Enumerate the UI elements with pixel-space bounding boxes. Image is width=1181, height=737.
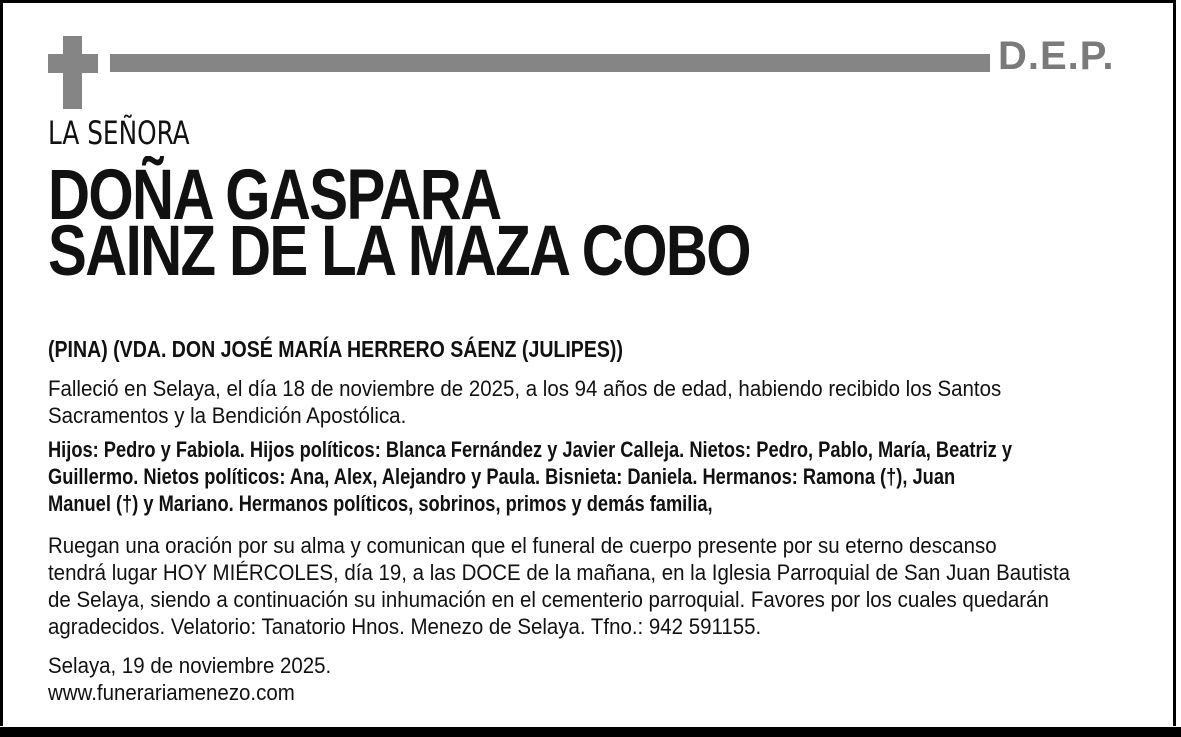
bottom-border	[0, 727, 1181, 737]
footer	[48, 652, 353, 706]
text-line: Sacramentos y la Bendición Apostólica.	[48, 403, 407, 428]
text-line: Manuel (†) y Mariano. Hermanos políticos, sobrinos, primos y demás familia,	[48, 491, 713, 516]
funeral-paragraph	[48, 532, 1147, 640]
name-text: DOÑA GASPARA	[48, 156, 501, 235]
text-line: de Selaya, siendo a continuación su inhumación en el cementerio parroquial. Favores por los cuales quedarán	[48, 587, 1049, 612]
text-line: Guillermo. Nietos políticos: Ana, Alex, Alejandro y Paula. Bisnieta: Daniela. Hermanos: Ramona (†), Juan	[48, 464, 956, 489]
dep-label: D.E.P.	[998, 34, 1115, 78]
text-line: Ruegan una oración por su alma y comunican que el funeral de cuerpo presente por su eterno descanso	[48, 533, 997, 558]
family-paragraph	[48, 436, 1181, 517]
text-line: tendrá lugar HOY MIÉRCOLES, día 19, a las DOCE de la mañana, en la Iglesia Parroquial de San Juan Bautista	[48, 560, 1071, 585]
header-rule	[110, 54, 990, 72]
name-line-2	[48, 212, 904, 291]
website-link[interactable]: www.funerariamenezo.com	[48, 680, 295, 705]
place-date: Selaya, 19 de noviembre 2025.	[48, 653, 332, 678]
text-line: agradecidos. Velatorio: Tanatorio Hnos. Menezo de Selaya. Tfno.: 942 591155.	[48, 614, 762, 639]
subtitle	[48, 336, 724, 363]
subtitle-text: (PINA) (VDA. DON JOSÉ MARÍA HERRERO SÁENZ (JULIPES))	[48, 336, 623, 362]
intro-text: LA SEÑORA	[48, 114, 190, 152]
name-text: SAINZ DE LA MAZA COBO	[48, 212, 750, 291]
death-notice-paragraph	[48, 375, 1073, 429]
cross-horizontal	[48, 54, 98, 73]
intro-label	[48, 114, 213, 152]
text-line: Falleció en Selaya, el día 18 de noviembre de 2025, a los 94 años de edad, habiendo recibido los Santos	[48, 376, 1002, 401]
text-line: Hijos: Pedro y Fabiola. Hijos políticos: Blanca Fernández y Javier Calleja. Nietos: Pedro, Pablo, María, Beatriz y	[48, 437, 1013, 462]
